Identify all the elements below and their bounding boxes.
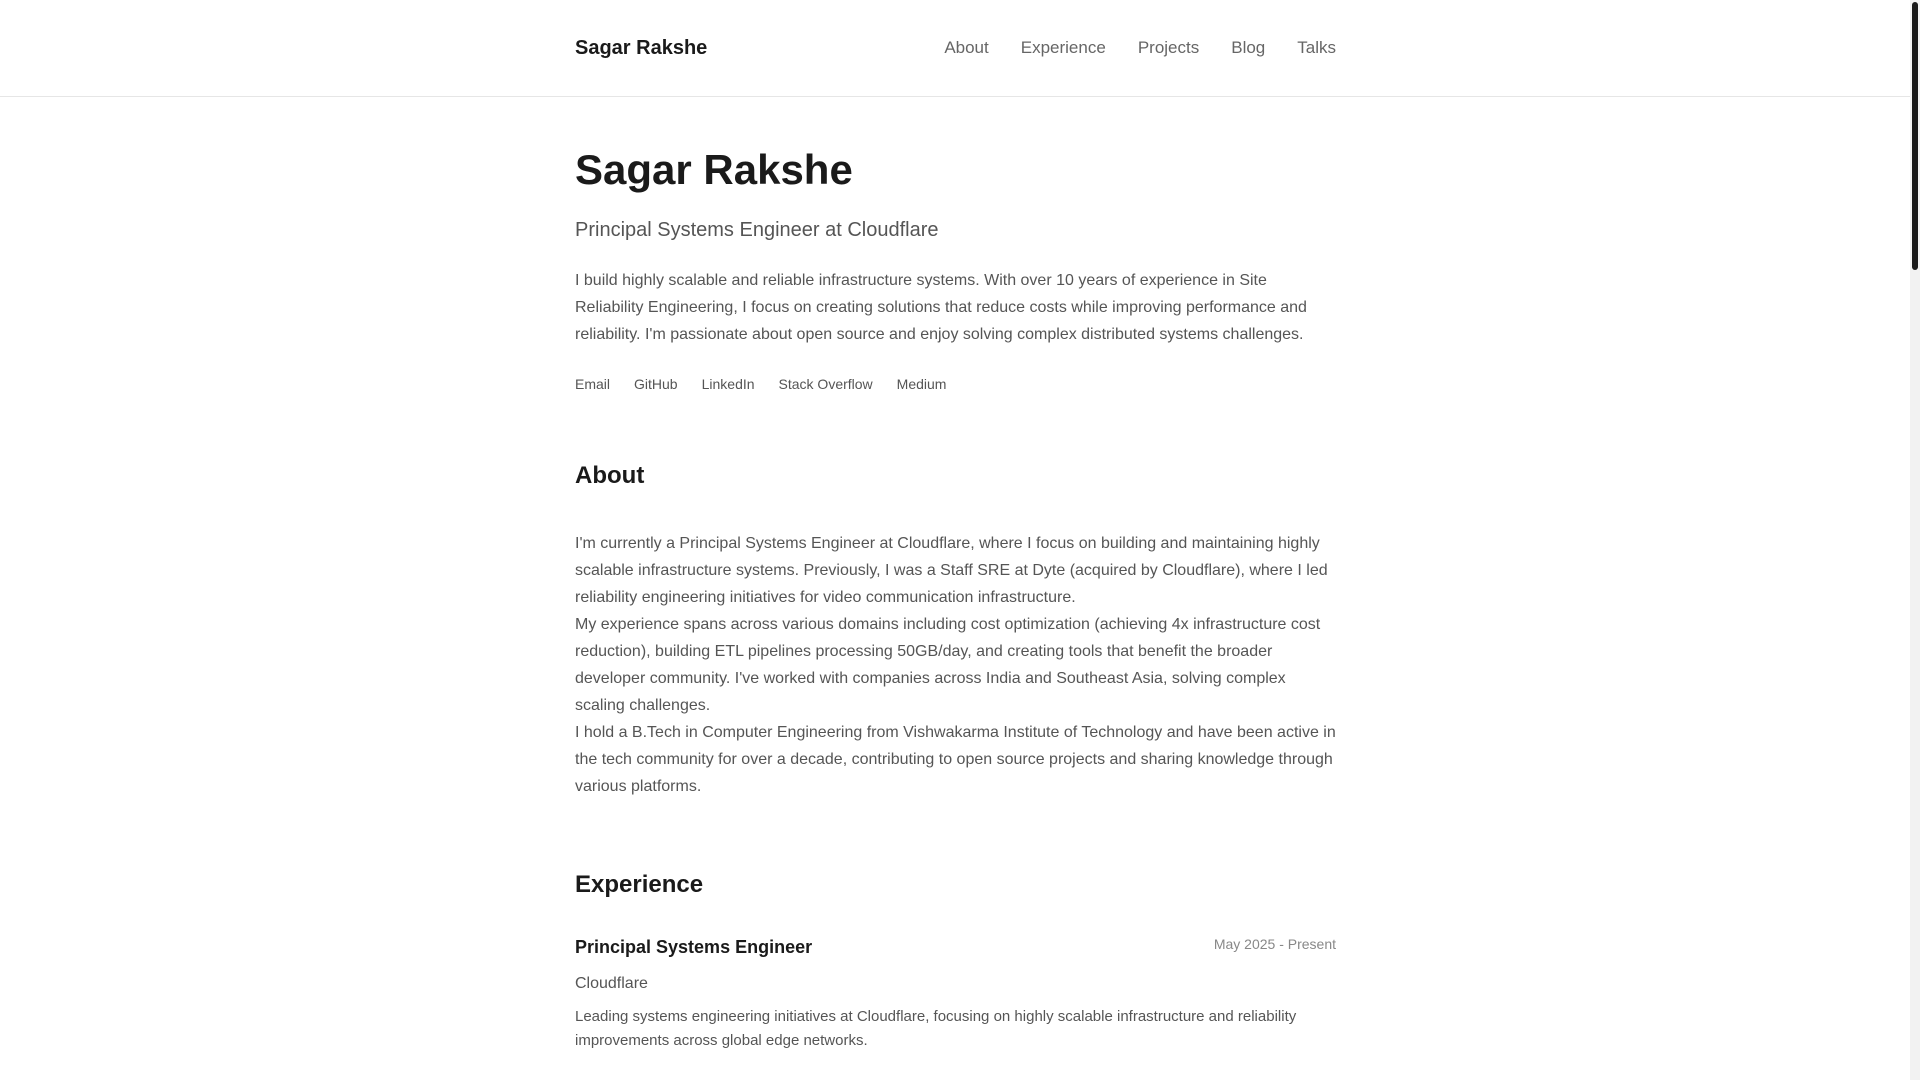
job-date: May 2025 - Present xyxy=(1213,936,1336,952)
medium-link[interactable]: Medium xyxy=(896,376,947,392)
job-header xyxy=(575,936,1336,958)
job-title: Principal Systems Engineer xyxy=(575,937,813,957)
header-inner xyxy=(575,0,1336,96)
nav-projects[interactable]: Projects xyxy=(1137,38,1200,57)
hero-section xyxy=(575,145,1336,392)
experience-section xyxy=(575,870,1336,1053)
site-header xyxy=(0,0,1910,97)
about-paragraph: I'm currently a Principal Systems Engineer at Cloudflare, where I focus on building and maintaining highly scalable infrastructure systems. Previously, I was a Staff SRE at Dyte (acquired by Cloudflare), where I led reliability engineering initiatives for video communication infrastructure. xyxy=(575,535,1328,606)
about-paragraph: I hold a B.Tech in Computer Engineering from Vishwakarma Institute of Technology and have been active in the tech community for over a decade, contributing to open source projects and sharing knowledge through various platforms. xyxy=(575,724,1336,795)
page-scrollbar[interactable] xyxy=(1910,0,1920,1080)
github-link[interactable]: GitHub xyxy=(634,376,678,392)
email-link[interactable]: Email xyxy=(575,376,611,392)
about-section xyxy=(575,461,1336,800)
hero-subtitle: Principal Systems Engineer at Cloudflare xyxy=(575,219,939,241)
linkedin-link[interactable]: LinkedIn xyxy=(701,376,755,392)
job-company: Cloudflare xyxy=(575,975,648,992)
about-body xyxy=(575,530,1336,800)
hero-name: Sagar Rakshe xyxy=(575,146,853,193)
main-nav xyxy=(944,38,1336,58)
hero-bio: I build highly scalable and reliable infrastructure systems. With over 10 years of experience in Site Reliability Engineering, I focus on creating solutions that reduce costs while improving performance and reliability. I'm passionate about open source and enjoy solving complex distributed systems challenges. xyxy=(575,272,1307,343)
nav-about[interactable]: About xyxy=(944,38,989,57)
about-paragraph: My experience spans across various domains including cost optimization (achieving 4x infrastructure cost reduction), building ETL pipelines processing 50GB/day, and creating tools that benefit the broader developer community. I've worked with companies across India and Southeast Asia, solving complex scaling challenges. xyxy=(575,616,1321,714)
nav-talks[interactable]: Talks xyxy=(1297,38,1336,57)
experience-heading: Experience xyxy=(575,871,704,898)
social-links xyxy=(575,376,1336,392)
scrollbar-thumb[interactable] xyxy=(1912,2,1918,270)
brand-link[interactable]: Sagar Rakshe xyxy=(575,36,708,59)
nav-experience[interactable]: Experience xyxy=(1020,38,1106,57)
job-description: Leading systems engineering initiatives at Cloudflare, focusing on highly scalable infrastructure and reliability improvements across global edge networks. xyxy=(575,1008,1297,1049)
job-entry xyxy=(575,936,1336,1053)
nav-blog[interactable]: Blog xyxy=(1231,38,1266,57)
about-heading: About xyxy=(575,462,645,489)
stackoverflow-link[interactable]: Stack Overflow xyxy=(778,376,873,392)
main-content xyxy=(575,97,1336,1053)
